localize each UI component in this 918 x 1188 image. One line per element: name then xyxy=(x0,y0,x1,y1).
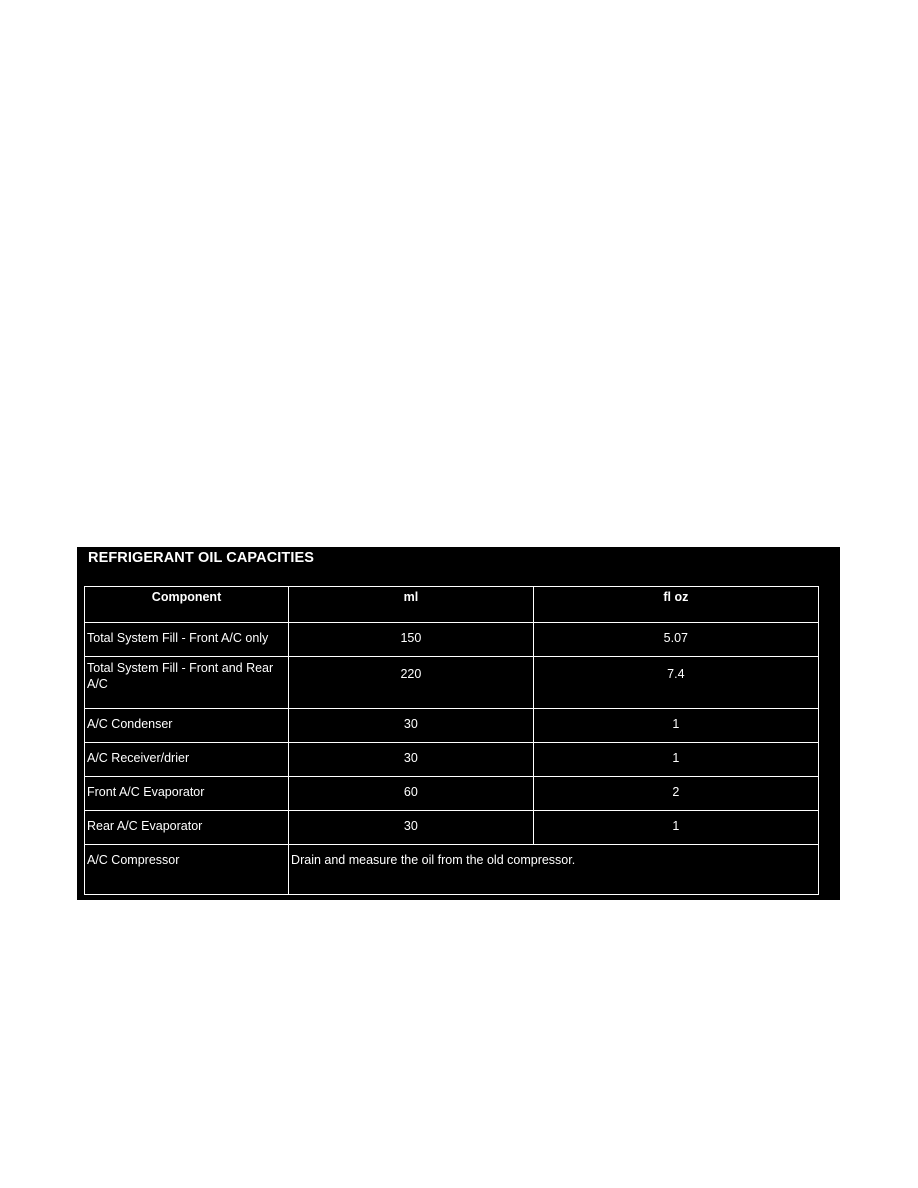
component-cell: Total System Fill - Front and Rear A/C xyxy=(85,657,289,709)
ml-cell: 30 xyxy=(289,709,534,743)
column-header-ml: ml xyxy=(289,587,534,623)
ml-cell: 220 xyxy=(289,657,534,709)
compressor-note-cell: Drain and measure the oil from the old compressor. xyxy=(289,845,819,895)
component-cell: A/C Condenser xyxy=(85,709,289,743)
ml-cell: 60 xyxy=(289,777,534,811)
capacities-table xyxy=(84,586,819,895)
table-row xyxy=(85,743,819,777)
component-cell: Total System Fill - Front A/C only xyxy=(85,623,289,657)
table-row-compressor xyxy=(85,845,819,895)
table-row xyxy=(85,777,819,811)
refrigerant-oil-capacities-panel xyxy=(77,547,840,900)
table-row xyxy=(85,709,819,743)
table-row xyxy=(85,811,819,845)
table-title: REFRIGERANT OIL CAPACITIES xyxy=(88,550,315,566)
table-header-row xyxy=(85,587,819,623)
floz-cell: 2 xyxy=(533,777,818,811)
floz-cell: 1 xyxy=(533,709,818,743)
table-row xyxy=(85,657,819,709)
ml-cell: 150 xyxy=(289,623,534,657)
floz-cell: 1 xyxy=(533,743,818,777)
ml-cell: 30 xyxy=(289,743,534,777)
table-row xyxy=(85,623,819,657)
component-cell: Front A/C Evaporator xyxy=(85,777,289,811)
floz-cell: 7.4 xyxy=(533,657,818,709)
component-cell: A/C Receiver/drier xyxy=(85,743,289,777)
component-cell: A/C Compressor xyxy=(85,845,289,895)
floz-cell: 1 xyxy=(533,811,818,845)
component-cell: Rear A/C Evaporator xyxy=(85,811,289,845)
floz-cell: 5.07 xyxy=(533,623,818,657)
column-header-floz: fl oz xyxy=(533,587,818,623)
column-header-component: Component xyxy=(85,587,289,623)
ml-cell: 30 xyxy=(289,811,534,845)
